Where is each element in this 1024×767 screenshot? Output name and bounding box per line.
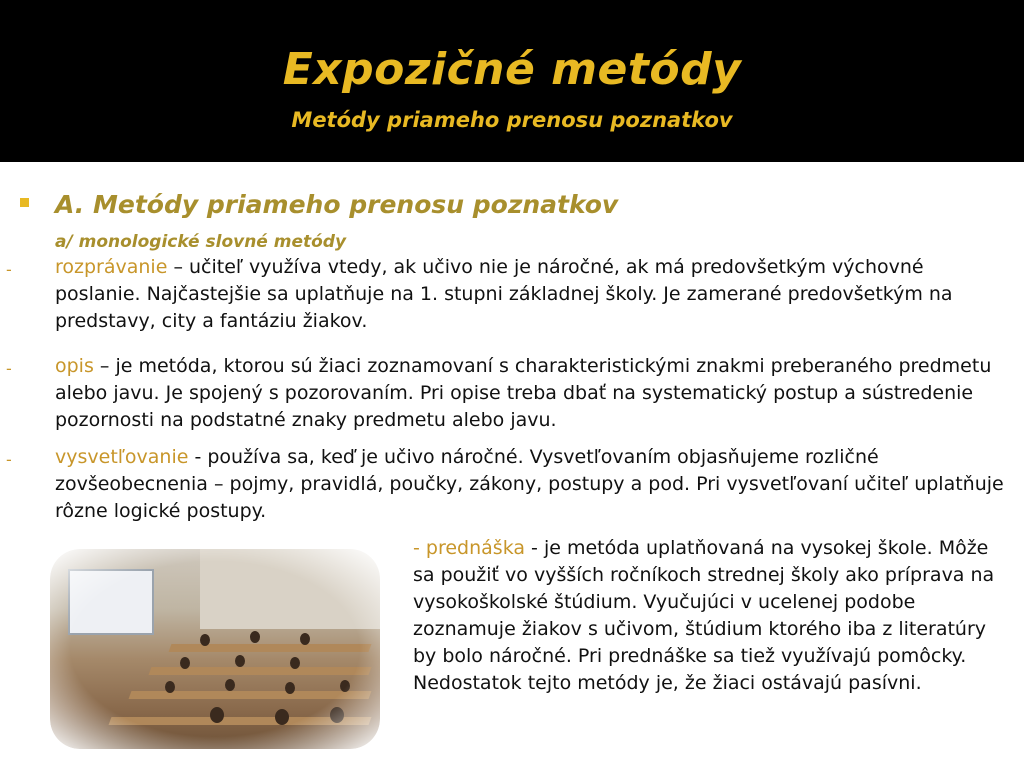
dash-bullet: - [6,260,12,279]
student-figure [200,634,210,646]
student-figure [210,707,224,723]
list-item [55,254,1005,335]
term-description: - je metóda uplatňovaná na vysokej škole. Môže sa použiť vo vyšších ročníkoch strednej školy ako príprava na vysokoškolské štúdium. Vyučujúci v ucelenej podobe zoznamuje žiakov s učivom, štúdium ktorého iba z literatúry by bolo náročné. Pri prednáške sa tiež využívajú pomôcky. Nedostatok tejto metódy je, že žiaci ostávajú pasívni. [413,537,995,694]
square-bullet-icon [20,198,29,207]
desk-row [129,691,372,699]
dash-bullet: - [6,450,12,469]
section-heading: A. Metódy priameho prenosu poznatkov [55,190,619,219]
term-label: rozprávanie [55,256,168,278]
lecture-hall-photo [50,549,380,749]
student-figure [180,657,190,669]
student-figure [285,682,295,694]
lecture-paragraph [413,535,1013,697]
term-label: opis [55,355,94,377]
term-description: - používa sa, keď je učivo náročné. Vysvetľovaním objasňujeme rozličné zovšeobecnenia – pojmy, pravidlá, poučky, zákony, postupy a pod. Pri vysvetľovaní učiteľ uplatňuje rôzne logické postupy. [55,446,1004,522]
term-description: – je metóda, ktorou sú žiaci zoznamovaní s charakteristickými znakmi preberaného predmetu alebo javu. Je spojený s pozorovaním. Pri opise treba dbať na systematický postup a sústredenie pozornosti na podstatné znaky predmetu alebo javu. [55,355,992,431]
student-figure [300,633,310,645]
student-figure [340,680,350,692]
lecture-prefix: - [413,537,426,559]
slide-content [0,162,1024,767]
list-item [55,444,1005,525]
student-figure [165,681,175,693]
student-figure [275,709,289,725]
student-figure [290,657,300,669]
student-figure [250,631,260,643]
slide-header [0,0,1024,158]
desk-row [169,644,372,652]
student-figure [330,707,344,723]
section-subheading: a/ monologické slovné metódy [55,232,347,252]
slide-subtitle: Metódy priameho prenosu poznatkov [291,108,733,132]
term-label: prednáška [425,537,526,559]
dash-bullet: - [6,359,12,378]
student-figure [235,655,245,667]
photo-wall [200,549,380,629]
list-item [55,353,1005,434]
slide-title: Expozičné metódy [282,44,742,95]
term-description: – učiteľ využíva vtedy, ak učivo nie je náročné, ak má predovšetkým výchovné poslanie. Najčastejšie sa uplatňuje na 1. stupni základnej školy. Je zamerané predovšetkým na predstavy, city a fantáziu žiakov. [55,256,953,332]
projection-screen [68,569,154,635]
student-figure [225,679,235,691]
term-label: vysvetľovanie [55,446,189,468]
